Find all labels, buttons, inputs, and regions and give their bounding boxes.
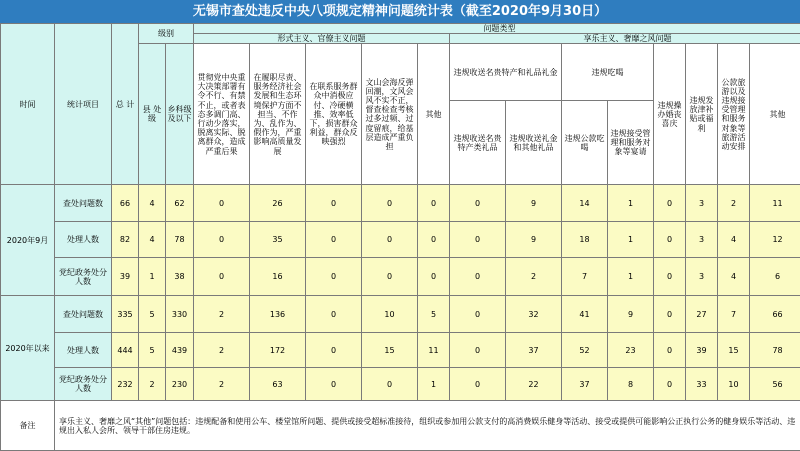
- value-cell: 0: [450, 185, 506, 222]
- header-level: 级别: [139, 24, 194, 44]
- value-cell: 62: [166, 185, 194, 222]
- value-cell: 0: [450, 368, 506, 401]
- value-cell: 14: [562, 185, 608, 222]
- value-cell: 0: [418, 222, 450, 258]
- header-dining-group: 违规吃喝: [562, 44, 654, 101]
- value-cell: 9: [608, 296, 654, 333]
- value-cell: 0: [654, 333, 686, 368]
- header-formalism: 形式主义、官僚主义问题: [194, 34, 450, 44]
- value-cell: 33: [686, 368, 718, 401]
- table-row: [1, 296, 800, 333]
- value-cell: 12: [750, 222, 800, 258]
- value-cell: 232: [112, 368, 139, 401]
- value-cell: 4: [139, 222, 166, 258]
- value-cell: 32: [506, 296, 562, 333]
- value-cell: 0: [306, 368, 362, 401]
- header-gift-group: 违规收送名贵特产和礼品礼金: [450, 44, 562, 101]
- value-cell: 41: [562, 296, 608, 333]
- value-cell: 4: [718, 222, 750, 258]
- value-cell: 3: [686, 222, 718, 258]
- value-cell: 0: [362, 185, 418, 222]
- table-row: [1, 333, 800, 368]
- header-hedonism-5: 违规操办婚丧喜庆: [654, 44, 686, 185]
- header-item: 统计项目: [55, 24, 112, 185]
- value-cell: 5: [139, 296, 166, 333]
- value-cell: 0: [654, 368, 686, 401]
- header-total: 总 计: [112, 24, 139, 185]
- value-cell: 63: [250, 368, 306, 401]
- value-cell: 66: [750, 296, 800, 333]
- value-cell: 52: [562, 333, 608, 368]
- header-county-level: 县 处 级: [139, 44, 166, 185]
- value-cell: 4: [718, 258, 750, 296]
- value-cell: 172: [250, 333, 306, 368]
- header-hedonism-other: 其他: [750, 44, 800, 185]
- header-formalism-3: 在联系服务群众中消极应付、冷硬横推、效率低下，损害群众利益，群众反映强烈: [306, 44, 362, 185]
- value-cell: 5: [139, 333, 166, 368]
- value-cell: 330: [166, 296, 194, 333]
- value-cell: 6: [750, 258, 800, 296]
- header-hedonism: 享乐主义、奢靡之风问题: [450, 34, 800, 44]
- value-cell: 10: [362, 296, 418, 333]
- header-township-level: 乡科级及以下: [166, 44, 194, 185]
- header-hedonism-7: 公款旅游以及违规接受管理和服务对象等旅游活动安排: [718, 44, 750, 185]
- value-cell: 0: [194, 185, 250, 222]
- value-cell: 0: [654, 296, 686, 333]
- value-cell: 2: [718, 185, 750, 222]
- header-hedonism-2: 违规收送礼金和其他礼品: [506, 101, 562, 185]
- header-hedonism-6: 违规发放津补贴或福利: [686, 44, 718, 185]
- value-cell: 8: [608, 368, 654, 401]
- value-cell: 39: [112, 258, 139, 296]
- table-row: [1, 368, 800, 401]
- value-cell: 7: [562, 258, 608, 296]
- value-cell: 4: [139, 185, 166, 222]
- value-cell: 0: [306, 296, 362, 333]
- header-formalism-other: 其他: [418, 44, 450, 185]
- value-cell: 1: [608, 185, 654, 222]
- value-cell: 0: [450, 333, 506, 368]
- header-formalism-4: 文山会海反弹回潮，文风会风不实不正，督查检查考核过多过频、过度留痕，给基层造成严重负担: [362, 44, 418, 185]
- value-cell: 444: [112, 333, 139, 368]
- value-cell: 22: [506, 368, 562, 401]
- value-cell: 0: [450, 296, 506, 333]
- value-cell: 39: [686, 333, 718, 368]
- value-cell: 3: [686, 258, 718, 296]
- value-cell: 56: [750, 368, 800, 401]
- header-formalism-2: 在履职尽责、服务经济社会发展和生态环境保护方面不担当、不作为、乱作为、假作为，严重影响高质量发展: [250, 44, 306, 185]
- header-problem-type: 问题类型: [194, 24, 800, 34]
- value-cell: 5: [418, 296, 450, 333]
- value-cell: 0: [194, 258, 250, 296]
- table-title: 无锡市查处违反中央八项规定精神问题统计表（截至2020年9月30日）: [0, 0, 800, 23]
- table-row: [1, 222, 800, 258]
- note-label: 备注: [1, 401, 55, 451]
- value-cell: 27: [686, 296, 718, 333]
- value-cell: 0: [306, 258, 362, 296]
- row-label: 查处问题数: [55, 185, 112, 222]
- value-cell: 37: [506, 333, 562, 368]
- value-cell: 0: [450, 258, 506, 296]
- header-hedonism-1: 违规收送名贵特产类礼品: [450, 101, 506, 185]
- table-row: [1, 185, 800, 222]
- value-cell: 78: [750, 333, 800, 368]
- value-cell: 1: [608, 258, 654, 296]
- value-cell: 0: [306, 185, 362, 222]
- value-cell: 1: [608, 222, 654, 258]
- value-cell: 66: [112, 185, 139, 222]
- value-cell: 136: [250, 296, 306, 333]
- value-cell: 10: [718, 368, 750, 401]
- value-cell: 335: [112, 296, 139, 333]
- value-cell: 0: [654, 258, 686, 296]
- value-cell: 38: [166, 258, 194, 296]
- row-label: 处理人数: [55, 222, 112, 258]
- value-cell: 15: [718, 333, 750, 368]
- value-cell: 1: [139, 258, 166, 296]
- value-cell: 2: [194, 368, 250, 401]
- value-cell: 15: [362, 333, 418, 368]
- value-cell: 3: [686, 185, 718, 222]
- value-cell: 0: [418, 185, 450, 222]
- value-cell: 0: [362, 368, 418, 401]
- header-hedonism-4: 违规接受管理和服务对象等宴请: [608, 101, 654, 185]
- value-cell: 230: [166, 368, 194, 401]
- value-cell: 2: [139, 368, 166, 401]
- header-formalism-1: 贯彻党中央重大决策部署有令不行、有禁不止，或者表态多调门高、行动少落实，脱离实际、脱离群众，造成严重后果: [194, 44, 250, 185]
- table-row: [1, 258, 800, 296]
- value-cell: 23: [608, 333, 654, 368]
- value-cell: 16: [250, 258, 306, 296]
- note-row: [1, 401, 800, 451]
- row-label: 党纪政务处分人数: [55, 368, 112, 401]
- value-cell: 9: [506, 185, 562, 222]
- statistics-table: [0, 23, 800, 451]
- row-label: 查处问题数: [55, 296, 112, 333]
- value-cell: 11: [418, 333, 450, 368]
- value-cell: 78: [166, 222, 194, 258]
- value-cell: 0: [450, 222, 506, 258]
- row-label: 处理人数: [55, 333, 112, 368]
- value-cell: 0: [362, 222, 418, 258]
- value-cell: 35: [250, 222, 306, 258]
- header-hedonism-3: 违规公款吃喝: [562, 101, 608, 185]
- value-cell: 0: [362, 258, 418, 296]
- value-cell: 0: [306, 222, 362, 258]
- value-cell: 26: [250, 185, 306, 222]
- value-cell: 2: [506, 258, 562, 296]
- value-cell: 0: [194, 222, 250, 258]
- value-cell: 82: [112, 222, 139, 258]
- value-cell: 0: [418, 258, 450, 296]
- value-cell: 11: [750, 185, 800, 222]
- header-time: 时间: [1, 24, 55, 185]
- value-cell: 0: [654, 185, 686, 222]
- value-cell: 9: [506, 222, 562, 258]
- value-cell: 7: [718, 296, 750, 333]
- value-cell: 0: [306, 333, 362, 368]
- value-cell: 2: [194, 296, 250, 333]
- value-cell: 1: [418, 368, 450, 401]
- period-label: 2020年9月: [1, 185, 55, 296]
- row-label: 党纪政务处分人数: [55, 258, 112, 296]
- value-cell: 37: [562, 368, 608, 401]
- value-cell: 0: [654, 222, 686, 258]
- value-cell: 18: [562, 222, 608, 258]
- note-text: 享乐主义、奢靡之风“其他”问题包括：违规配备和使用公车、楼堂馆所问题、提供或接受超标准接待，组织或参加用公款支付的高消费娱乐健身等活动、接受或提供可能影响公正执行公务的健身娱乐等活动、违规出入私人会所、领导干部住房违规。: [55, 401, 800, 451]
- period-label: 2020年以来: [1, 296, 55, 401]
- value-cell: 439: [166, 333, 194, 368]
- value-cell: 2: [194, 333, 250, 368]
